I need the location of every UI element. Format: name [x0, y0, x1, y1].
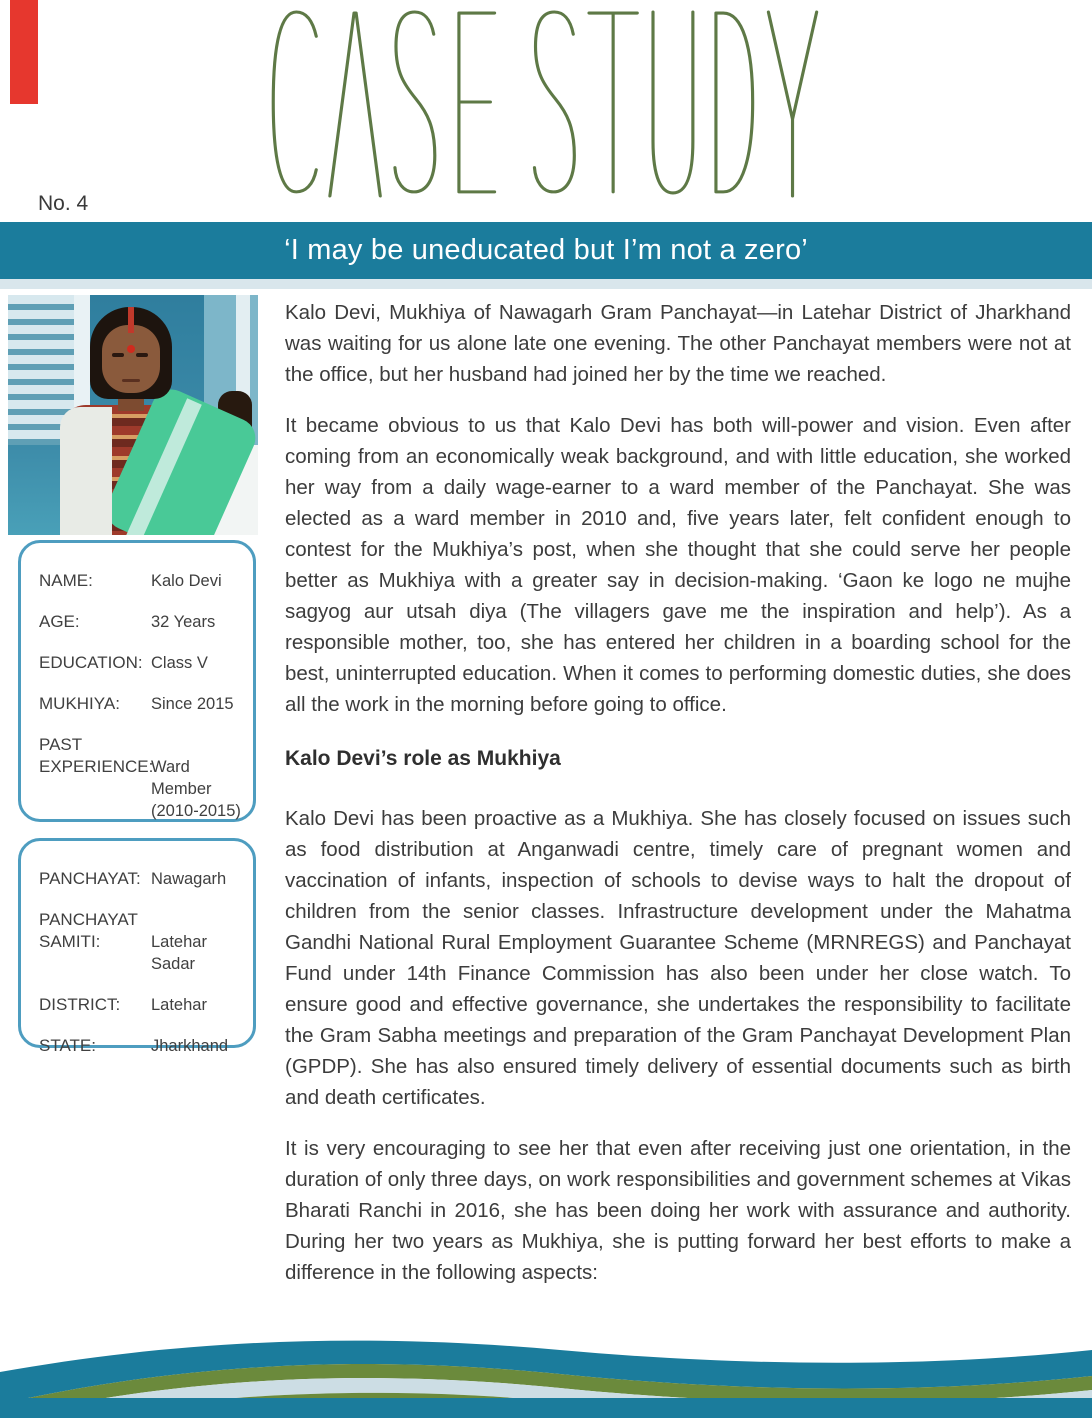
field-label: EDUCATION:: [39, 653, 143, 672]
photo-sindoor: [128, 307, 134, 333]
field-value: Ward Member (2010-2015): [151, 758, 241, 820]
profile-row-past-experience: [39, 734, 247, 822]
location-row-panchayat: [39, 868, 247, 890]
profile-card: [18, 540, 256, 822]
profile-row-name: [39, 570, 247, 592]
footer-teal-band: [0, 1398, 1092, 1418]
location-row-samiti: [39, 909, 247, 975]
field-label: AGE:: [39, 612, 80, 631]
profile-row-mukhiya: [39, 693, 247, 715]
red-ribbon-mark: [10, 0, 38, 104]
section-heading: Kalo Devi’s role as Mukhiya: [285, 747, 561, 770]
field-label: PAST EXPERIENCE:: [39, 735, 154, 776]
photo-mouth: [122, 379, 140, 382]
article-paragraph-1: Kalo Devi, Mukhiya of Nawagarh Gram Panchayat—in Latehar District of Jharkhand was waiting for us alone late one evening. The other Panchayat members were not at the office, but her husband had joined her by the time we reached.: [285, 301, 1071, 386]
photo-saree-drape: [60, 407, 112, 535]
profile-row-age: [39, 611, 247, 633]
field-label: NAME:: [39, 571, 93, 590]
photo-right-eye: [136, 353, 148, 357]
profile-photo: [8, 295, 258, 535]
field-value: Class V: [151, 654, 208, 672]
article-body: [285, 297, 1071, 1308]
location-card: [18, 838, 256, 1055]
field-label: PANCHAYAT:: [39, 869, 141, 888]
location-row-district: [39, 994, 247, 1016]
field-label: DISTRICT:: [39, 995, 121, 1014]
field-value: 32 Years: [151, 613, 216, 631]
field-value: Latehar Sadar: [151, 933, 207, 973]
case-study-title-art: [268, 8, 824, 200]
profile-row-education: [39, 652, 247, 674]
field-label: MUKHIYA:: [39, 694, 120, 713]
photo-face: [102, 325, 160, 393]
article-paragraph-3: Kalo Devi has been proactive as a Mukhiya. She has closely focused on issues such as food distribution at Anganwadi centre, timely care of pregnant women and vaccination of infants, inspection of schools to devise ways to halt the dropout of children from the senior classes. Infrastructure development under the Mahatma Gandhi National Rural Employment Guarantee Scheme (MRNREGS) and Panchayat Fund under 14th Finance Commission has also been under her close watch. To ensure good and effective governance, she undertakes the responsibility to facilitate the Gram Sabha meetings and preparation of the Gram Panchayat Development Plan (GPDP). She has also ensured timely delivery of essential documents such as birth and death certificates.: [285, 807, 1071, 1109]
field-value: Nawagarh: [151, 870, 227, 888]
field-label: PANCHAYAT SAMITI:: [39, 910, 138, 951]
photo-left-eye: [112, 353, 124, 357]
banner-shadow-strip: [0, 279, 1092, 289]
field-value: Latehar: [151, 996, 207, 1014]
photo-bindi: [127, 345, 135, 353]
field-value: Kalo Devi: [151, 572, 222, 590]
location-row-state: [39, 1035, 247, 1057]
quote-banner: [0, 222, 1092, 279]
article-paragraph-2: It became obvious to us that Kalo Devi has both will-power and vision. Even after coming from an economically weak background, and with little education, she worked her way from a daily wage-earner to a ward member of the Panchayat. She was elected as a ward member in 2010 and, five years later, felt confident enough to contest for the Mukhiya’s post, when she thought that she could serve her people better as Mukhiya with a greater say in decision-making. ‘Gaon ke logo ne mujhe sagyog aur utsah diya (The villagers gave me the inspiration and help’). As a responsible mother, too, she has entered her children in a boarding school for the best, uninterrupted education. When it comes to performing domestic duties, she does all the work in the morning before going to office.: [285, 414, 1071, 716]
field-value: Jharkhand: [151, 1037, 229, 1055]
quote-banner-text: ‘I may be uneducated but I’m not a zero’: [284, 234, 808, 266]
case-number: No. 4: [38, 192, 89, 215]
field-value: Since 2015: [151, 695, 234, 713]
field-label: STATE:: [39, 1036, 96, 1055]
article-paragraph-4: It is very encouraging to see her that even after receiving just one orientation, in the duration of only three days, on work responsibilities and government schemes at Vikas Bharati Ranchi in 2016, she has been doing her work with assurance and authority. During her two years as Mukhiya, she is putting forward her best efforts to make a difference in the following aspects:: [285, 1137, 1071, 1284]
